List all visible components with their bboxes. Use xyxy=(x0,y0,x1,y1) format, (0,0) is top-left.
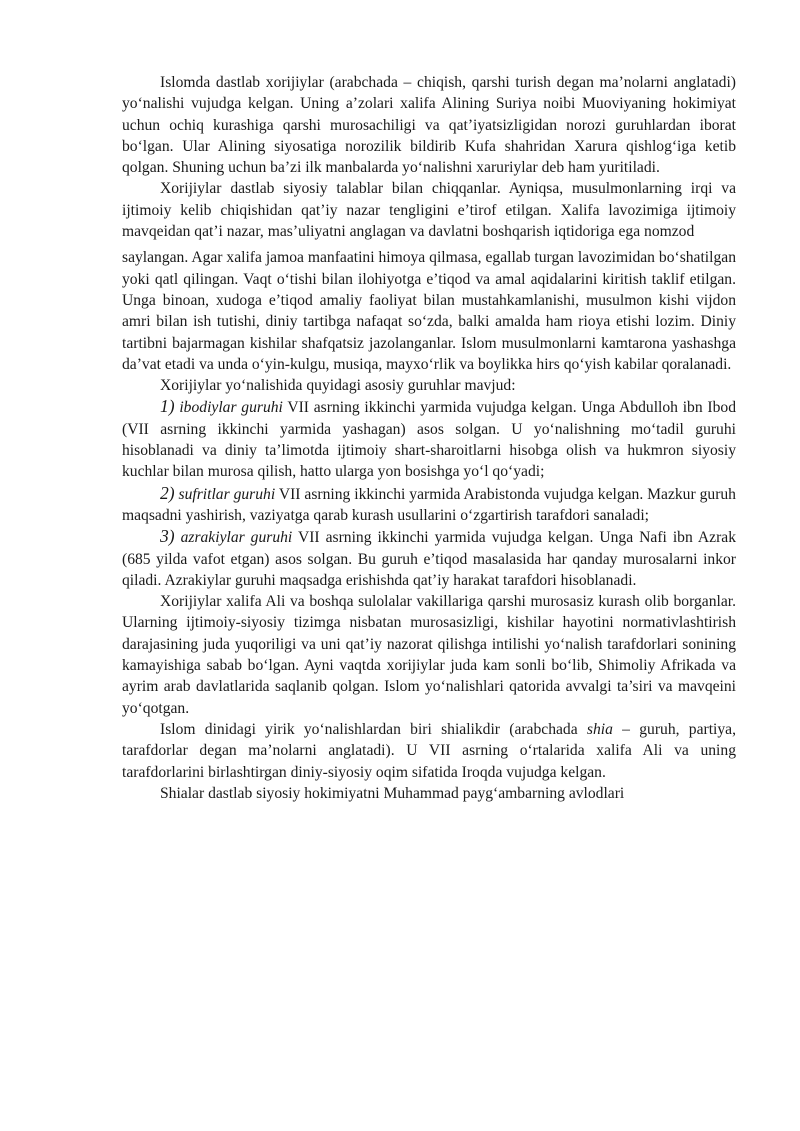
list-item-ibodiylar xyxy=(122,396,736,482)
group-description: VII asrning ikkinchi yarmida vujudga kelgan. Unga Abdulloh ibn Ibod (VII asrning ikkinchi yarmida yashagan) asos solgan. U yo‘nalishning mo‘tadil guruhi hisoblanadi va diniy ta’limotda ijtimoiy shart-sharoitlarni hisobga olish va hukmron siyosiy kuchlar bilan murosa qilish, hatto ularga yon bosishga yo‘l qo‘yadi; xyxy=(122,399,736,481)
paragraph-political-demands: Xorijiylar dastlab siyosiy talablar bilan chiqqanlar. Ayniqsa, musulmonlarning irqi va ijtimoiy kelib chiqishidan qat’iy nazar tengligini e’tirof etilgan. Xalifa lavozimiga ijtimoiy mavqeidan qat’i nazar, mas’uliyatni anglagan va davlatni boshqarish iqtidoriga ega nomzod xyxy=(122,180,736,241)
list-number: 2) xyxy=(160,482,175,503)
paragraph-shialik-intro xyxy=(122,719,736,783)
paragraph-shialar-power: Shialar dastlab siyosiy hokimiyatni Muhammad payg‘ambarning avlodlari xyxy=(160,784,625,802)
group-description: VII asrning ikkinchi yarmida vujudga kelgan. Unga Nafi ibn Azrak (685 yilda vafot etgan) asos solgan. Bu guruh e’tiqod masalasida har qanday murosalarni inkor qiladi. Azrakiylar guruhi maqsadga erishishda qat’iy harakat tarafdori hisoblanadi. xyxy=(122,529,736,589)
text-segment: Islom dinidagi yirik yo‘nalishlardan biri shialikdir (arabchada xyxy=(160,720,587,738)
list-number: 3) xyxy=(160,526,175,547)
paragraph-caliph-election: saylangan. Agar xalifa jamoa manfaatini himoya qilmasa, egallab turgan lavozimidan bo‘shatilgan yoki qatl qilingan. Vaqt o‘tishi bilan ilohiyotga e’tiqod va amal aqidalarini kiritish taklif etilgan. Unga binoan, xudoga e’tiqod amaliy faoliyat bilan mustahkamlanishi, musulmon kishi vijdon amri bilan ish tutishi, diniy tartibga nafaqat so‘zda, balki amalda ham rioya etishi lozim. Diniy tartibni bajarmagan kishilar shafqatsiz jazolanganlar. Islom musulmonlarni kamtarona yashashga da’vat etadi va unda o‘yin-kulgu, musiqa, mayxo‘rlik va boylikka hirs qo‘yish kabilar qoralanadi. xyxy=(122,249,736,373)
document-page xyxy=(122,72,736,804)
group-name: ibodiylar guruhi xyxy=(179,399,283,417)
paragraph-groups-intro: Xorijiylar yo‘nalishida quyidagi asosiy guruhlar mavjud: xyxy=(160,377,516,395)
list-item-sufritlar xyxy=(122,483,736,527)
list-number: 1) xyxy=(160,396,175,417)
paragraph-xorijiylar-origin: Islomda dastlab xorijiylar (arabchada – chiqish, qarshi turish degan ma’nolarni anglatadi) yo‘nalishi vujudga kelgan. Uning a’zolari xalifa Alining Suriya noibi Muoviyaning hokimiyat uchun ochiq kurashiga qarshi murosachiligi va qat’iyatsizligidan norozi guruhlardan iborat bo‘lgan. Ular Alining siyosatiga norozilik bildirib Kufa shahridan Xarura qishlog‘iga ketib qolgan. Shuning uchun ba’zi ilk manbalarda yo‘nalishni xaruriylar deb ham yuritiladi. xyxy=(122,74,736,177)
group-name: sufritlar guruhi xyxy=(178,485,276,503)
group-description: VII asrning ikkinchi yarmida Arabistonda vujudga kelgan. Mazkur guruh maqsadni yashirish, vaziyatga qarab kurash usullarini o‘zgartirish tarafdori sanaladi; xyxy=(122,485,736,524)
list-item-azrakiylar xyxy=(122,526,736,591)
term-shia: shia xyxy=(586,720,613,738)
group-name: azrakiylar guruhi xyxy=(180,529,293,547)
text-segment: – guruh, partiya, tarafdorlar degan ma’nolarni anglatadi). U VII asrning o‘rtalarida xalifa Ali va uning tarafdorlarini birlashtirgan diniy-siyosiy oqim sifatida Iroqda vujudga kelgan. xyxy=(122,720,736,781)
paragraph-xorijiylar-struggle: Xorijiylar xalifa Ali va boshqa sulolalar vakillariga qarshi murosasiz kurash olib borganlar. Ularning ijtimoiy-siyosiy tizimga nisbatan murosasizligi, kishilar hayotini normativlashtirish darajasining juda yuqoriligi va uni qat’iy nazorat qilishga intilishi yo‘nalish tarafdorlari sonining kamayishiga sabab bo‘lgan. Ayni vaqtda xorijiylar juda kam sonli bo‘lib, Shimoliy Afrikada va ayrim arab davlatlarida saqlanib qolgan. Islom yo‘nalishlari qatorida avvalgi ta’siri va mavqeini yo‘qotgan. xyxy=(122,593,736,717)
